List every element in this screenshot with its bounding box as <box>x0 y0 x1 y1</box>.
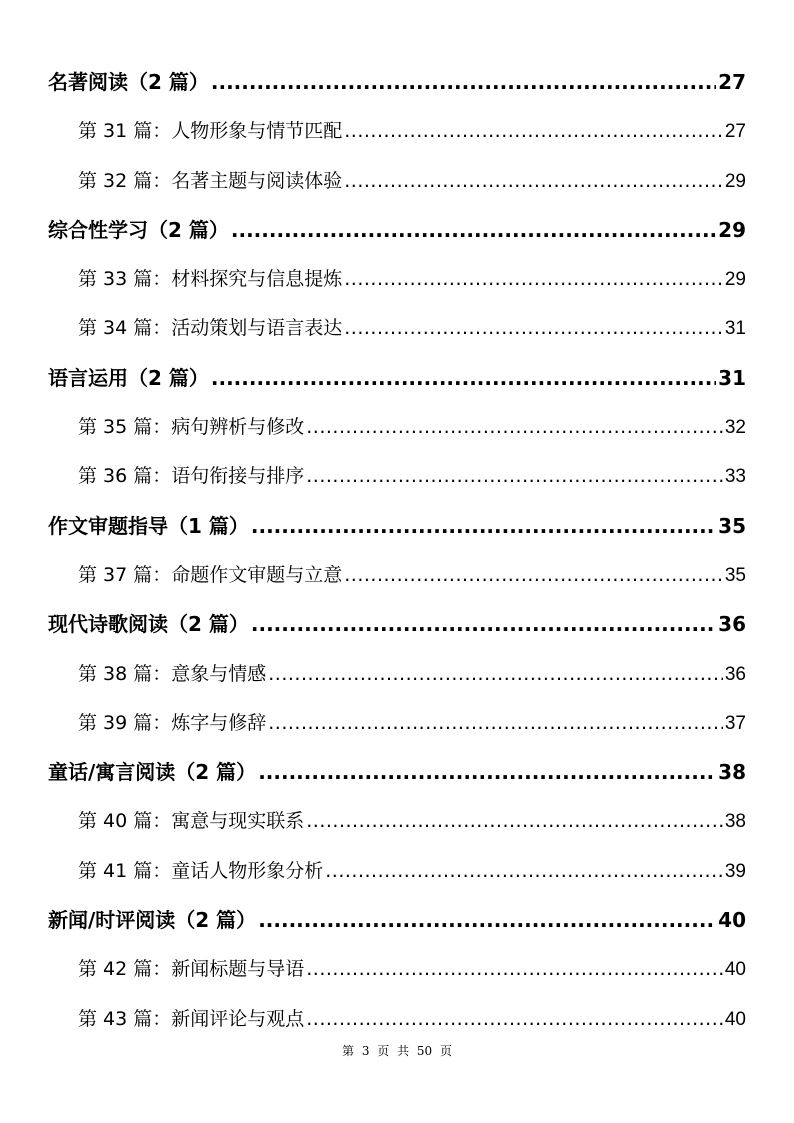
toc-entry-title: 童话/寓言阅读（2 篇） <box>48 760 257 785</box>
toc-entry-page-number: 38 <box>724 811 746 833</box>
toc-dot-leader <box>344 304 723 353</box>
toc-entry-page-number: 29 <box>724 170 746 192</box>
toc-dot-leader <box>268 650 723 699</box>
toc-entry-page-number: 35 <box>724 564 746 586</box>
toc-article-entry[interactable] <box>48 847 746 896</box>
toc-article-entry[interactable] <box>48 650 746 699</box>
toc-section-entry[interactable] <box>48 600 746 649</box>
toc-entry-title: 第 39 篇：炼字与修辞 <box>78 711 267 734</box>
toc-section-entry[interactable] <box>48 748 746 797</box>
toc-dot-leader <box>306 403 723 452</box>
toc-entry-title: 第 41 篇：童话人物形象分析 <box>78 859 324 882</box>
toc-section-entry[interactable] <box>48 58 746 107</box>
toc-dot-leader <box>344 255 723 304</box>
toc-dot-leader <box>306 995 723 1044</box>
toc-entry-title: 第 36 篇：语句衔接与排序 <box>78 465 305 488</box>
toc-article-entry[interactable] <box>48 995 746 1044</box>
toc-article-entry[interactable] <box>48 107 746 156</box>
toc-entry-page-number: 40 <box>718 908 746 933</box>
toc-entry-title: 新闻/时评阅读（2 篇） <box>48 908 257 933</box>
toc-entry-title: 第 37 篇：命题作文审题与立意 <box>78 563 343 586</box>
toc-dot-leader <box>306 797 723 846</box>
toc-entry-page-number: 27 <box>724 121 746 143</box>
toc-entry-page-number: 32 <box>724 417 746 439</box>
toc-entry-title: 语言运用（2 篇） <box>48 365 209 390</box>
toc-entry-title: 第 32 篇：名著主题与阅读体验 <box>78 169 343 192</box>
toc-article-entry[interactable] <box>48 403 746 452</box>
toc-entry-title: 第 35 篇：病句辨析与修改 <box>78 416 305 439</box>
toc-dot-leader <box>231 206 716 255</box>
toc-entry-title: 第 40 篇：寓意与现实联系 <box>78 810 305 833</box>
toc-article-entry[interactable] <box>48 452 746 501</box>
toc-entry-title: 第 34 篇：活动策划与语言表达 <box>78 317 343 340</box>
toc-dot-leader <box>325 847 723 896</box>
toc-section-entry[interactable] <box>48 354 746 403</box>
toc-dot-leader <box>251 600 716 649</box>
toc-section-entry[interactable] <box>48 896 746 945</box>
toc-dot-leader <box>306 452 723 501</box>
toc-entry-title: 现代诗歌阅读（2 篇） <box>48 612 249 637</box>
toc-entry-title: 第 31 篇：人物形象与情节匹配 <box>78 120 343 143</box>
toc-dot-leader <box>306 945 723 994</box>
toc-entry-page-number: 36 <box>718 612 746 637</box>
toc-entry-title: 第 38 篇：意象与情感 <box>78 662 267 685</box>
toc-dot-leader <box>268 699 723 748</box>
toc-entry-title: 第 42 篇：新闻标题与导语 <box>78 958 305 981</box>
table-of-contents <box>48 58 746 1044</box>
toc-dot-leader <box>211 354 716 403</box>
toc-entry-page-number: 40 <box>724 1008 746 1030</box>
toc-entry-page-number: 38 <box>718 760 746 785</box>
toc-article-entry[interactable] <box>48 945 746 994</box>
toc-entry-page-number: 29 <box>718 217 746 242</box>
toc-article-entry[interactable] <box>48 255 746 304</box>
page-footer: 第 3 页 共 50 页 <box>342 1044 452 1058</box>
toc-entry-title: 第 33 篇：材料探究与信息提炼 <box>78 268 343 291</box>
toc-article-entry[interactable] <box>48 304 746 353</box>
toc-dot-leader <box>251 502 716 551</box>
toc-entry-page-number: 36 <box>724 663 746 685</box>
toc-dot-leader <box>258 896 716 945</box>
toc-entry-page-number: 29 <box>724 269 746 291</box>
toc-article-entry[interactable] <box>48 699 746 748</box>
toc-section-entry[interactable] <box>48 502 746 551</box>
toc-dot-leader <box>344 551 723 600</box>
toc-entry-page-number: 33 <box>724 466 746 488</box>
toc-article-entry[interactable] <box>48 157 746 206</box>
toc-entry-page-number: 31 <box>724 318 746 340</box>
toc-article-entry[interactable] <box>48 551 746 600</box>
toc-entry-page-number: 39 <box>724 860 746 882</box>
toc-dot-leader <box>344 157 723 206</box>
toc-entry-page-number: 40 <box>724 959 746 981</box>
toc-entry-title: 作文审题指导（1 篇） <box>48 513 249 538</box>
toc-entry-title: 名著阅读（2 篇） <box>48 70 209 94</box>
toc-dot-leader <box>344 107 723 156</box>
toc-entry-page-number: 35 <box>718 513 746 538</box>
toc-entry-title: 第 43 篇：新闻评论与观点 <box>78 1007 305 1030</box>
toc-article-entry[interactable] <box>48 797 746 846</box>
toc-entry-page-number: 31 <box>718 365 746 390</box>
toc-dot-leader <box>258 748 716 797</box>
toc-section-entry[interactable] <box>48 206 746 255</box>
toc-entry-title: 综合性学习（2 篇） <box>48 217 229 242</box>
toc-entry-page-number: 37 <box>724 712 746 734</box>
toc-entry-page-number: 27 <box>718 70 746 94</box>
toc-dot-leader <box>211 58 716 107</box>
